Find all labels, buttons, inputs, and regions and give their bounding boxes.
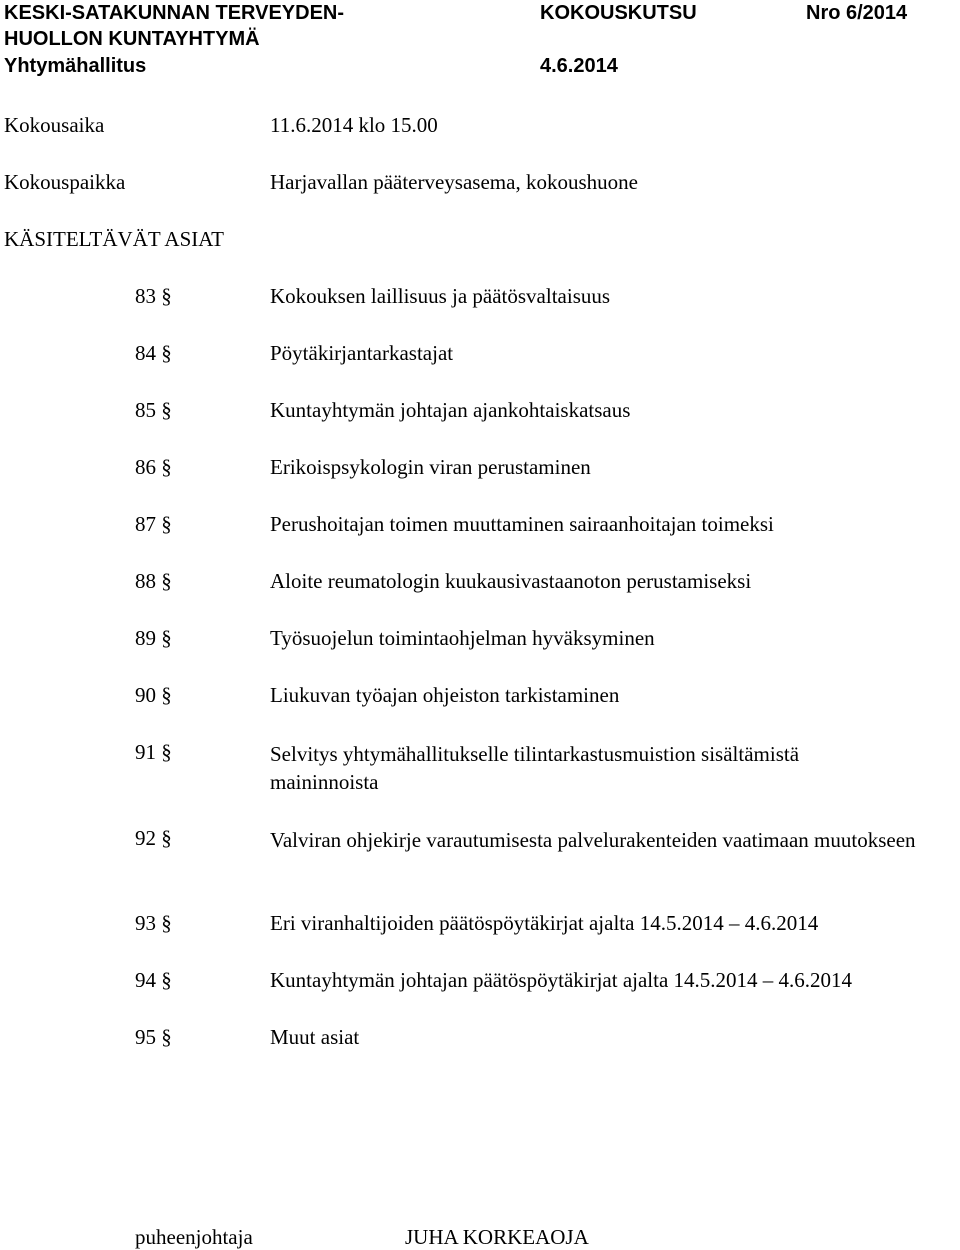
document-number: Nro 6/2014 xyxy=(806,2,908,24)
signature-name: JUHA KORKEAOJA xyxy=(405,1225,589,1249)
meeting-time-label: Kokousaika xyxy=(4,113,105,137)
section-number: 92 § xyxy=(135,826,172,850)
section-number: 90 § xyxy=(135,683,172,707)
section-number: 88 § xyxy=(135,569,172,593)
meeting-time-value: 11.6.2014 klo 15.00 xyxy=(270,113,438,137)
document-date: 4.6.2014 xyxy=(540,55,618,77)
agenda-heading: KÄSITELTÄVÄT ASIAT xyxy=(4,227,224,251)
governing-body: Yhtymähallitus xyxy=(4,55,147,77)
section-number: 85 § xyxy=(135,398,172,422)
section-number: 83 § xyxy=(135,284,172,308)
agenda-item-title: Erikoispsykologin viran perustaminen xyxy=(270,455,591,479)
section-number: 84 § xyxy=(135,341,172,365)
meeting-place-value: Harjavallan pääterveysasema, kokoushuone xyxy=(270,170,638,194)
agenda-item-title: Kokouksen laillisuus ja päätösvaltaisuus xyxy=(270,284,611,308)
agenda-item-title: Eri viranhaltijoiden päätöspöytäkirjat ajalta 14.5.2014 – 4.6.2014 xyxy=(270,911,819,935)
document-type: KOKOUSKUTSU xyxy=(540,2,697,24)
signature-role: puheenjohtaja xyxy=(135,1225,253,1249)
agenda-item-title: Liukuvan työajan ohjeiston tarkistaminen xyxy=(270,683,620,707)
agenda-item-title: Kuntayhtymän johtajan päätöspöytäkirjat ajalta 14.5.2014 – 4.6.2014 xyxy=(270,968,853,992)
section-number: 86 § xyxy=(135,455,172,479)
section-number: 89 § xyxy=(135,626,172,650)
section-number: 91 § xyxy=(135,740,172,764)
agenda-item-title: Valviran ohjekirje varautumisesta palvelurakenteiden vaatimaan muutokseen xyxy=(270,828,916,852)
section-number: 94 § xyxy=(135,968,172,992)
agenda-item-title: Perushoitajan toimen muuttaminen sairaanhoitajan toimeksi xyxy=(270,512,774,536)
agenda-item-title: Pöytäkirjantarkastajat xyxy=(270,341,454,365)
section-number: 95 § xyxy=(135,1025,172,1049)
organization-name-line1: KESKI-SATAKUNNAN TERVEYDEN- xyxy=(4,2,345,24)
agenda-item-title: Työsuojelun toimintaohjelman hyväksyminen xyxy=(270,626,655,650)
agenda-item-title: Selvitys yhtymähallitukselle tilintarkastusmuistion sisältämistä maininnoista xyxy=(270,742,800,794)
section-number: 87 § xyxy=(135,512,172,536)
section-number: 93 § xyxy=(135,911,172,935)
organization-name-line2: HUOLLON KUNTAYHTYMÄ xyxy=(4,28,260,50)
agenda-item-title: Kuntayhtymän johtajan ajankohtaiskatsaus xyxy=(270,398,631,422)
agenda-item-title: Muut asiat xyxy=(270,1025,360,1049)
agenda-item-title: Aloite reumatologin kuukausivastaanoton perustamiseksi xyxy=(270,569,752,593)
meeting-place-label: Kokouspaikka xyxy=(4,170,126,194)
